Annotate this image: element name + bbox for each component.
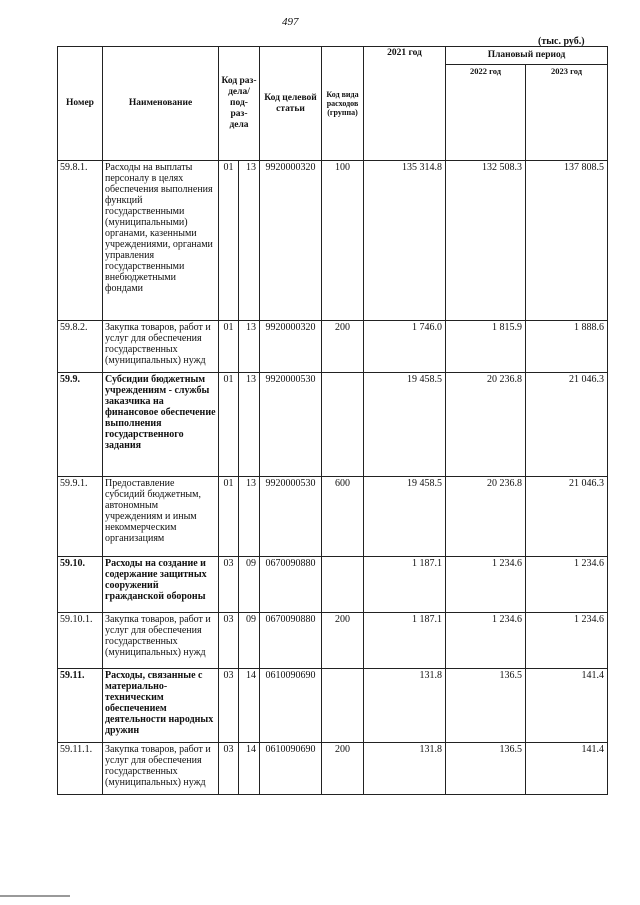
row-value-2022: 1 815.9 — [446, 321, 526, 373]
table-row — [58, 321, 608, 373]
row-number: 59.10. — [58, 557, 103, 613]
row-expense-code: 200 — [322, 743, 364, 795]
row-section: 03 — [219, 557, 239, 613]
row-expense-code — [322, 669, 364, 743]
row-value-2023: 21 046.3 — [526, 477, 608, 557]
row-number: 59.8.1. — [58, 161, 103, 321]
row-target-code: 9920000530 — [260, 373, 322, 477]
row-target-code: 9920000320 — [260, 161, 322, 321]
row-value-2021: 1 187.1 — [364, 557, 446, 613]
row-expense-code — [322, 557, 364, 613]
row-value-2023: 21 046.3 — [526, 373, 608, 477]
row-target-code: 0670090880 — [260, 557, 322, 613]
row-target-code: 0610090690 — [260, 669, 322, 743]
row-subsection: 09 — [239, 557, 260, 613]
header-name: Наименование — [103, 47, 219, 161]
row-target-code: 0670090880 — [260, 613, 322, 669]
table-row — [58, 613, 608, 669]
row-section: 03 — [219, 743, 239, 795]
row-section: 01 — [219, 373, 239, 477]
row-value-2023: 1 234.6 — [526, 613, 608, 669]
row-target-code: 9920000320 — [260, 321, 322, 373]
row-number: 59.11.1. — [58, 743, 103, 795]
row-value-2021: 19 458.5 — [364, 477, 446, 557]
row-subsection: 09 — [239, 613, 260, 669]
row-value-2023: 1 234.6 — [526, 557, 608, 613]
row-value-2021: 131.8 — [364, 669, 446, 743]
row-name: Субсидии бюджетным учреждениям - службы заказчика на финансовое обеспечение выполнения государственного задания — [103, 373, 219, 477]
header-section: Код раз- дела/ под- раз- дела — [219, 47, 260, 161]
page-number: 497 — [282, 16, 299, 28]
row-name: Предоставление субсидий бюджетным, автономным учреждениям и иным некоммерческим организациям — [103, 477, 219, 557]
row-subsection: 14 — [239, 743, 260, 795]
row-value-2023: 141.4 — [526, 743, 608, 795]
units-note: (тыс. руб.) — [538, 36, 585, 47]
row-number: 59.10.1. — [58, 613, 103, 669]
header-planned-period: Плановый период — [446, 47, 608, 65]
row-section: 03 — [219, 613, 239, 669]
table-row — [58, 557, 608, 613]
table-row — [58, 743, 608, 795]
row-value-2021: 135 314.8 — [364, 161, 446, 321]
row-name: Закупка товаров, работ и услуг для обеспечения государственных (муниципальных) нужд — [103, 321, 219, 373]
header-expense: Код вида расходов (группа) — [322, 47, 364, 161]
header-2023: 2023 год — [526, 65, 608, 161]
row-value-2022: 132 508.3 — [446, 161, 526, 321]
row-value-2022: 136.5 — [446, 743, 526, 795]
row-section: 03 — [219, 669, 239, 743]
table-row — [58, 477, 608, 557]
row-expense-code — [322, 373, 364, 477]
row-value-2022: 20 236.8 — [446, 373, 526, 477]
header-2022: 2022 год — [446, 65, 526, 161]
row-value-2021: 1 746.0 — [364, 321, 446, 373]
row-target-code: 9920000530 — [260, 477, 322, 557]
row-value-2023: 141.4 — [526, 669, 608, 743]
row-number: 59.9. — [58, 373, 103, 477]
header-number: Номер — [58, 47, 103, 161]
row-name: Закупка товаров, работ и услуг для обеспечения государственных (муниципальных) нужд — [103, 743, 219, 795]
row-name: Расходы на выплаты персоналу в целях обеспечения выполнения функций государственными (муниципальными) органами, казенными учреждениями, органами управления государственными внебюджетными фондами — [103, 161, 219, 321]
row-expense-code: 200 — [322, 321, 364, 373]
row-value-2023: 1 888.6 — [526, 321, 608, 373]
row-expense-code: 600 — [322, 477, 364, 557]
row-value-2022: 20 236.8 — [446, 477, 526, 557]
row-subsection: 13 — [239, 477, 260, 557]
row-section: 01 — [219, 321, 239, 373]
row-section: 01 — [219, 477, 239, 557]
row-number: 59.11. — [58, 669, 103, 743]
row-name: Закупка товаров, работ и услуг для обеспечения государственных (муниципальных) нужд — [103, 613, 219, 669]
header-2021: 2021 год — [364, 47, 446, 161]
row-section: 01 — [219, 161, 239, 321]
row-subsection: 13 — [239, 321, 260, 373]
row-name: Расходы, связанные с материально-техническим обеспечением деятельности народных дружин — [103, 669, 219, 743]
row-subsection: 13 — [239, 373, 260, 477]
row-value-2023: 137 808.5 — [526, 161, 608, 321]
header-target: Код целевой статьи — [260, 47, 322, 161]
row-expense-code: 200 — [322, 613, 364, 669]
row-subsection: 14 — [239, 669, 260, 743]
row-number: 59.8.2. — [58, 321, 103, 373]
row-value-2022: 1 234.6 — [446, 613, 526, 669]
row-value-2022: 136.5 — [446, 669, 526, 743]
row-value-2022: 1 234.6 — [446, 557, 526, 613]
table-row — [58, 161, 608, 321]
row-subsection: 13 — [239, 161, 260, 321]
table-row — [58, 373, 608, 477]
row-target-code: 0610090690 — [260, 743, 322, 795]
row-value-2021: 1 187.1 — [364, 613, 446, 669]
row-name: Расходы на создание и содержание защитных сооружений гражданской обороны — [103, 557, 219, 613]
row-value-2021: 19 458.5 — [364, 373, 446, 477]
budget-table — [57, 46, 608, 795]
row-value-2021: 131.8 — [364, 743, 446, 795]
table-row — [58, 669, 608, 743]
row-expense-code: 100 — [322, 161, 364, 321]
row-number: 59.9.1. — [58, 477, 103, 557]
scan-artifact — [0, 895, 70, 897]
